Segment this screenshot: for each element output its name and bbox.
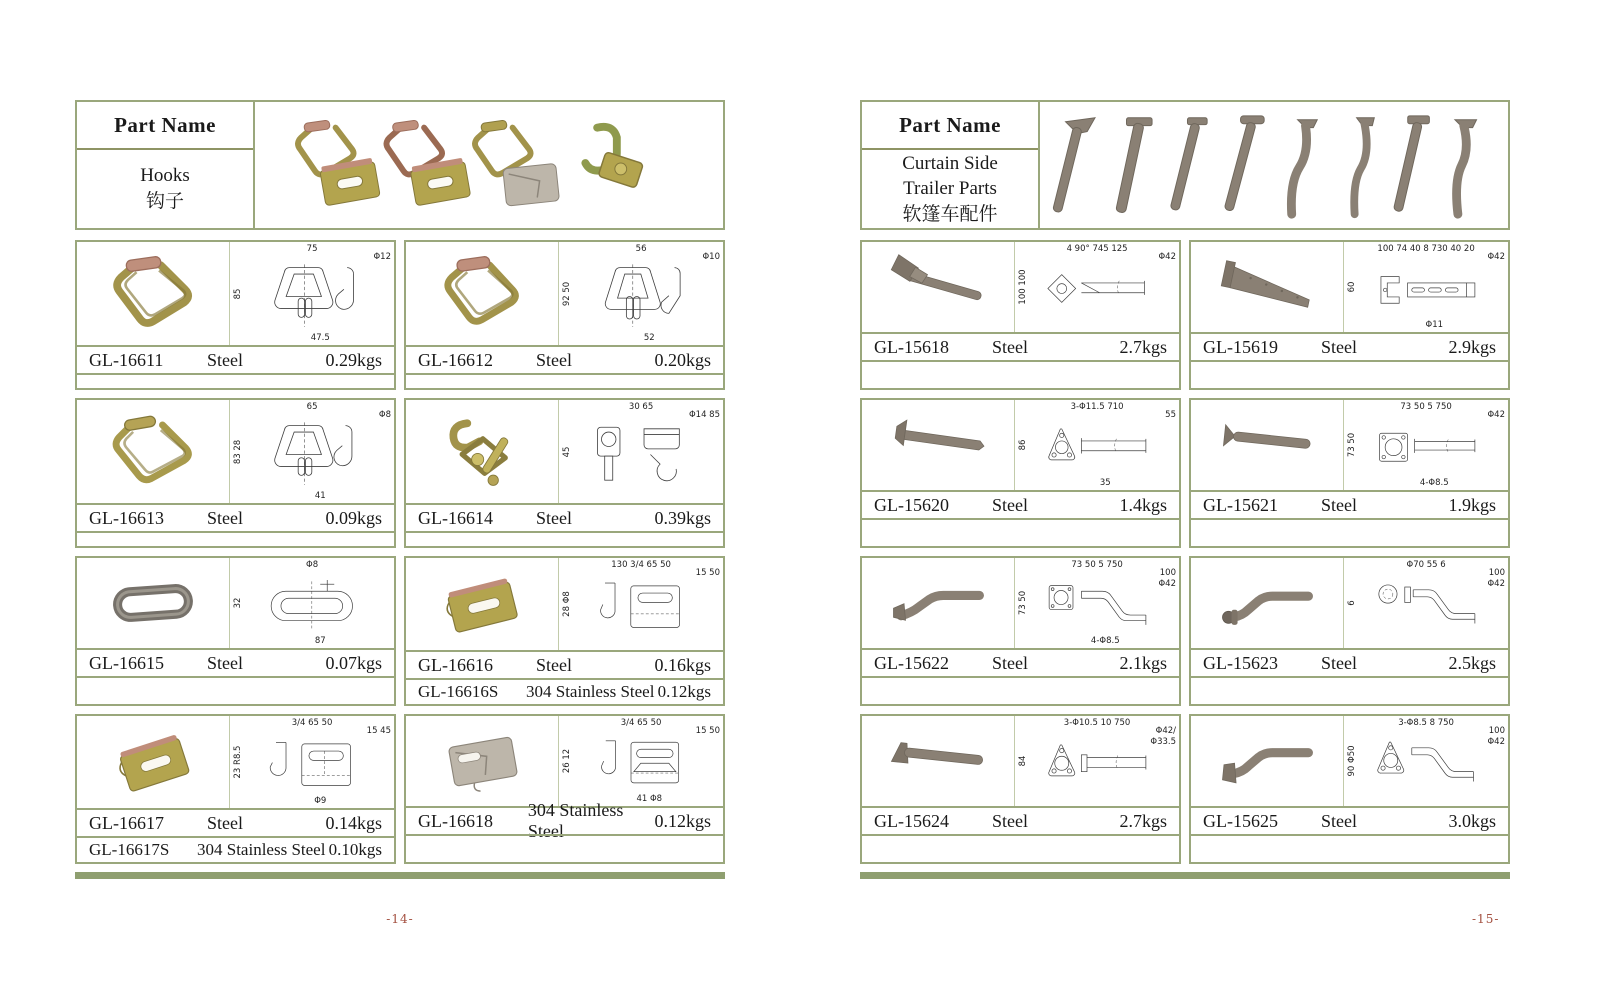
dim-bottom: 41 <box>314 491 326 501</box>
product-grid <box>860 240 1510 864</box>
product-cell <box>75 240 396 390</box>
empty-row <box>406 834 723 862</box>
part-name-label: Part Name <box>862 102 1038 150</box>
part-weight: 0.16kgs <box>654 654 711 675</box>
product-cell <box>1189 556 1510 706</box>
dim-bottom: 87 <box>314 636 326 646</box>
page-header <box>75 100 725 230</box>
dim-left: 23 R8.5 <box>233 745 244 779</box>
product-cell <box>1189 714 1510 864</box>
technical-drawing <box>1015 242 1179 332</box>
caption-row-variant <box>406 678 723 704</box>
tube-post-photo <box>1197 405 1337 484</box>
dim-left: 26 12 <box>562 748 573 774</box>
technical-drawing <box>230 558 394 648</box>
technical-drawing <box>1015 400 1179 490</box>
part-weight: 2.9kgs <box>1448 336 1496 357</box>
drawing-sketch <box>243 573 381 640</box>
product-photo <box>406 558 559 650</box>
caption-row <box>1191 490 1508 518</box>
part-code: GL-15620 <box>874 494 949 515</box>
hooks-group-photo <box>269 106 709 224</box>
technical-drawing <box>559 558 723 650</box>
part-weight: 0.12kgs <box>654 810 711 831</box>
part-material: Steel <box>536 349 572 370</box>
part-name-panel <box>862 102 1040 228</box>
product-cell <box>404 714 725 864</box>
technical-drawing <box>559 242 723 345</box>
dim-left: 92 50 <box>562 281 573 306</box>
dim-top: 4 90° 745 125 <box>1066 244 1128 254</box>
part-material: Steel <box>536 507 572 528</box>
technical-drawing <box>1015 558 1179 648</box>
part-weight: 0.10kgs <box>328 840 382 859</box>
technical-drawing <box>1344 242 1508 332</box>
technical-drawing <box>1344 558 1508 648</box>
empty-row <box>1191 518 1508 546</box>
dim-left: 28 Φ8 <box>562 591 573 617</box>
part-material: Steel <box>992 810 1028 831</box>
flat-hook-photo <box>412 564 552 645</box>
catalog-page-14 <box>75 100 725 926</box>
part-name-label: Part Name <box>77 102 253 150</box>
dim-top: Φ70 55 6 <box>1406 560 1446 570</box>
part-code: GL-15623 <box>1203 652 1278 673</box>
dim-right: 15 50 <box>695 568 720 578</box>
category-photo-strip <box>255 102 723 228</box>
product-cell <box>860 240 1181 390</box>
dim-right: 15 50 <box>695 726 720 736</box>
empty-row <box>862 518 1179 546</box>
part-material: Steel <box>992 652 1028 673</box>
empty-row <box>862 834 1179 862</box>
caption-row <box>77 648 394 676</box>
part-weight: 0.20kgs <box>654 349 711 370</box>
dim-left: 90 Φ50 <box>1347 745 1358 777</box>
stainless-clip-photo <box>412 721 552 800</box>
part-code: GL-15625 <box>1203 810 1278 831</box>
product-photo <box>1191 716 1344 806</box>
part-weight: 2.7kgs <box>1119 336 1167 357</box>
product-cell <box>404 556 725 706</box>
part-weight: 0.39kgs <box>654 507 711 528</box>
part-code: GL-16615 <box>89 652 164 673</box>
product-cell <box>1189 240 1510 390</box>
caption-row <box>1191 806 1508 834</box>
bent-post-knob-photo <box>1197 563 1337 642</box>
product-cell <box>1189 398 1510 548</box>
product-photo <box>77 242 230 345</box>
dim-top: 56 <box>635 244 647 254</box>
part-code: GL-16612 <box>418 349 493 370</box>
product-cell <box>860 714 1181 864</box>
part-code: GL-16614 <box>418 507 493 528</box>
dim-left: 45 <box>562 446 573 457</box>
oval-link-photo <box>83 563 223 642</box>
dim-top: 75 <box>306 244 318 254</box>
category-photo-strip <box>1040 102 1508 228</box>
product-photo <box>862 242 1015 332</box>
technical-drawing <box>1344 400 1508 490</box>
wire-hook-photo <box>83 406 223 497</box>
caption-row-variant <box>77 836 394 862</box>
part-code: GL-15624 <box>874 810 949 831</box>
dim-top: 3-Φ10.5 10 750 <box>1063 718 1131 728</box>
trailer-post-photo <box>868 247 1008 326</box>
part-code: GL-16616 <box>418 654 493 675</box>
product-photo <box>406 400 559 503</box>
product-cell <box>860 556 1181 706</box>
drawing-sketch <box>243 258 381 334</box>
flat-hook-photo <box>83 722 223 803</box>
empty-row <box>1191 676 1508 704</box>
wire-hook-photo <box>412 248 552 339</box>
caption-row <box>862 648 1179 676</box>
dim-right: 15 45 <box>366 726 391 736</box>
swivel-hook-photo <box>412 406 552 497</box>
part-material: Steel <box>536 654 572 675</box>
part-weight: 0.07kgs <box>325 652 382 673</box>
part-code: GL-15619 <box>1203 336 1278 357</box>
drawing-sketch <box>572 731 710 798</box>
part-material: 304 Stainless Steel <box>197 840 326 859</box>
part-weight: 0.14kgs <box>325 812 382 833</box>
bent-post-photo <box>868 563 1008 642</box>
product-photo <box>77 400 230 503</box>
dim-top: 65 <box>306 402 318 412</box>
part-material: 304 Stainless Steel <box>527 800 624 841</box>
part-code: GL-16617S <box>89 840 170 859</box>
technical-drawing <box>230 242 394 345</box>
category-title-line: Trailer Parts <box>903 178 997 200</box>
part-code: GL-16617 <box>89 812 164 833</box>
part-weight: 2.7kgs <box>1119 810 1167 831</box>
part-weight: 1.4kgs <box>1119 494 1167 515</box>
part-material: Steel <box>1321 336 1357 357</box>
part-name-panel <box>77 102 255 228</box>
caption-row <box>406 650 723 678</box>
caption-row <box>1191 648 1508 676</box>
dim-right: 100 Φ42 <box>1487 726 1505 748</box>
footer-bar <box>860 872 1510 879</box>
wire-hook-photo <box>83 248 223 339</box>
empty-row <box>1191 834 1508 862</box>
footer-bar <box>75 872 725 879</box>
product-photo <box>77 716 230 808</box>
part-material: Steel <box>1321 810 1357 831</box>
dim-right: Φ42 <box>1158 252 1176 262</box>
drawing-sketch <box>572 258 710 334</box>
category-title-line: Curtain Side <box>902 152 998 174</box>
technical-drawing <box>559 716 723 806</box>
empty-row <box>77 373 394 388</box>
part-weight: 3.0kgs <box>1448 810 1496 831</box>
technical-drawing <box>1015 716 1179 806</box>
dim-top: Φ8 <box>306 560 319 570</box>
flanged-post-photo <box>868 721 1008 800</box>
dim-bottom: 41 Φ8 <box>636 794 663 804</box>
empty-row <box>1191 360 1508 388</box>
caption-row <box>77 808 394 836</box>
dim-top: 73 50 5 750 <box>1400 402 1452 412</box>
dim-left: 85 <box>233 288 244 299</box>
product-photo <box>406 242 559 345</box>
category-title-line: 软篷车配件 <box>902 203 998 225</box>
part-weight: 0.09kgs <box>325 507 382 528</box>
dim-bottom: Φ9 <box>314 796 327 806</box>
dim-top: 130 3/4 65 50 <box>611 560 671 570</box>
dim-right: Φ8 <box>378 410 391 420</box>
technical-drawing <box>230 716 394 808</box>
drawing-sketch <box>1028 415 1166 482</box>
part-code: GL-16616S <box>418 682 499 701</box>
part-weight: 0.12kgs <box>657 682 711 701</box>
part-code: GL-16611 <box>89 349 164 370</box>
product-photo <box>1191 558 1344 648</box>
drawing-sketch <box>1028 257 1166 324</box>
dim-right: Φ14 85 <box>688 410 720 420</box>
dim-right: Φ42 <box>1487 252 1505 262</box>
caption-row <box>862 332 1179 360</box>
caption-row <box>406 503 723 531</box>
product-photo <box>77 558 230 648</box>
empty-row <box>77 531 394 546</box>
dim-left: 83 28 <box>233 439 244 464</box>
caption-row <box>1191 332 1508 360</box>
product-photo <box>862 400 1015 490</box>
dim-right: 100 Φ42 <box>1487 568 1505 590</box>
dim-top: 3-Φ8.5 8 750 <box>1398 718 1454 728</box>
empty-row <box>406 373 723 388</box>
part-material: Steel <box>1321 652 1357 673</box>
dim-left: 86 <box>1018 439 1029 451</box>
dim-bottom: 52 <box>643 333 655 343</box>
category-title-line: Hooks <box>140 165 190 187</box>
technical-drawing <box>230 400 394 503</box>
drawing-sketch <box>1357 257 1495 324</box>
empty-row <box>862 676 1179 704</box>
drawing-sketch <box>243 731 381 799</box>
part-code: GL-15618 <box>874 336 949 357</box>
dim-top: 3-Φ11.5 710 <box>1070 402 1124 412</box>
product-cell <box>404 398 725 548</box>
drawing-sketch <box>572 416 710 492</box>
empty-row <box>862 360 1179 388</box>
page-number: -15- <box>1472 912 1500 926</box>
dim-right: 100 Φ42 <box>1158 568 1176 590</box>
part-code: GL-16613 <box>89 507 164 528</box>
part-code: GL-15622 <box>874 652 949 673</box>
product-photo <box>862 558 1015 648</box>
category-title <box>77 150 253 228</box>
product-photo <box>406 716 559 806</box>
part-material: Steel <box>207 812 243 833</box>
part-weight: 2.5kgs <box>1448 652 1496 673</box>
dim-bottom: 4-Φ8.5 <box>1090 636 1120 646</box>
drawing-sketch <box>243 416 381 492</box>
product-cell <box>404 240 725 390</box>
dim-top: 30 65 <box>628 402 654 412</box>
caption-row <box>77 503 394 531</box>
trailer-parts-group-photo <box>1044 106 1504 224</box>
caption-row <box>406 345 723 373</box>
part-material: Steel <box>207 349 243 370</box>
product-grid <box>75 240 725 864</box>
category-title <box>862 150 1038 228</box>
part-weight: 1.9kgs <box>1448 494 1496 515</box>
dim-left: 73 50 <box>1347 432 1358 458</box>
caption-row <box>406 800 723 841</box>
part-material: Steel <box>992 494 1028 515</box>
part-material: Steel <box>207 652 243 673</box>
technical-drawing <box>559 400 723 503</box>
part-weight: 0.29kgs <box>325 349 382 370</box>
caption-row <box>862 490 1179 518</box>
part-code: GL-16618 <box>418 810 493 831</box>
dim-left: 100 100 <box>1018 269 1029 305</box>
page-number: -14- <box>386 912 414 926</box>
category-title-line: 钩子 <box>145 191 184 212</box>
dim-top: 3/4 65 50 <box>291 718 333 728</box>
empty-row <box>406 531 723 546</box>
part-material: 304 Stainless Steel <box>526 682 655 701</box>
product-photo <box>862 716 1015 806</box>
dim-top: 100 74 40 8 730 40 20 <box>1377 244 1475 254</box>
dim-left: 84 <box>1018 755 1029 767</box>
empty-row <box>77 676 394 704</box>
dim-bottom: 35 <box>1099 478 1111 488</box>
dim-right: Φ12 <box>373 252 391 262</box>
part-material: Steel <box>992 336 1028 357</box>
dim-bottom: Φ11 <box>1425 320 1444 330</box>
dim-left: 73 50 <box>1018 590 1029 616</box>
dim-left: 6 <box>1347 600 1358 606</box>
dim-left: 60 <box>1347 281 1358 293</box>
dim-right: Φ42 <box>1487 410 1505 420</box>
dim-bottom: 4-Φ8.5 <box>1419 478 1449 488</box>
product-cell <box>860 398 1181 548</box>
dim-right: Φ42/Φ33.5 <box>1150 726 1176 748</box>
product-cell <box>75 398 396 548</box>
part-material: Steel <box>207 507 243 528</box>
drawing-sketch <box>1357 415 1495 482</box>
dim-right: 55 <box>1165 410 1176 420</box>
bent-flanged-post-photo <box>1197 721 1337 800</box>
product-cell <box>75 714 396 864</box>
dim-right: Φ10 <box>702 252 720 262</box>
page-header <box>860 100 1510 230</box>
part-weight: 2.1kgs <box>1119 652 1167 673</box>
product-photo <box>1191 242 1344 332</box>
technical-drawing <box>1344 716 1508 806</box>
dim-bottom: 47.5 <box>310 333 330 343</box>
straight-post-photo <box>868 405 1008 484</box>
caption-row <box>77 345 394 373</box>
product-cell <box>75 556 396 706</box>
dim-top: 73 50 5 750 <box>1071 560 1123 570</box>
part-code: GL-15621 <box>1203 494 1278 515</box>
product-photo <box>1191 400 1344 490</box>
catalog-page-15 <box>860 100 1510 926</box>
caption-row <box>862 806 1179 834</box>
dim-top: 3/4 65 50 <box>620 718 662 728</box>
bracket-arm-photo <box>1197 247 1337 326</box>
part-material: Steel <box>1321 494 1357 515</box>
drawing-sketch <box>572 573 710 641</box>
dim-left: 32 <box>233 597 244 609</box>
